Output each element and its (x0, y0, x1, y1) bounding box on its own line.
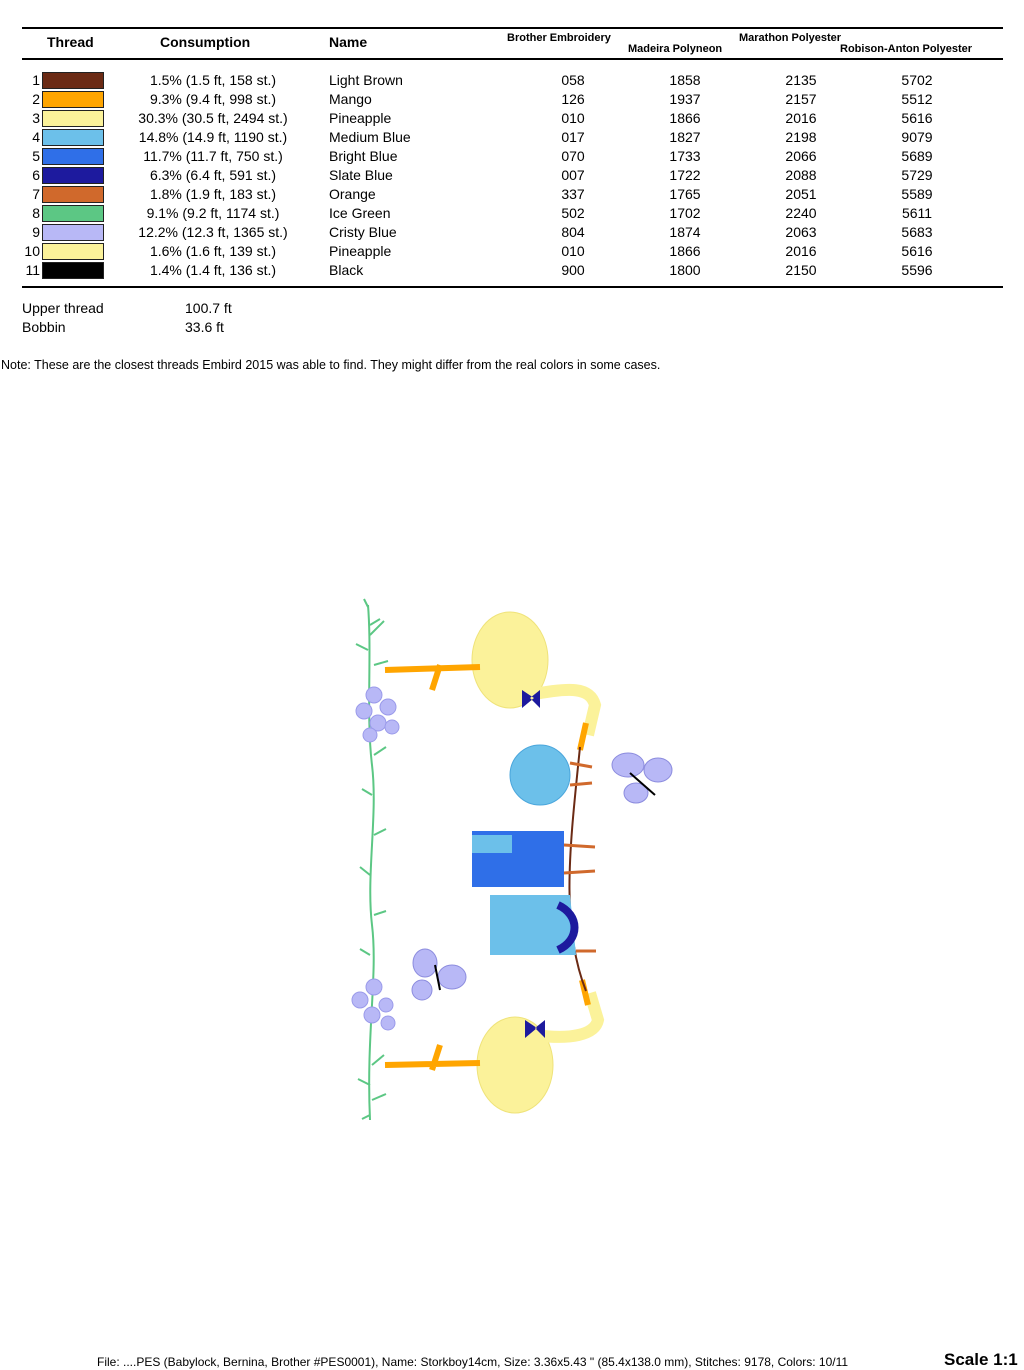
thread-number: 5 (32, 148, 40, 164)
robison-code: 5729 (901, 167, 933, 183)
robison-code: 5596 (901, 262, 933, 278)
robison-code: 5589 (901, 186, 933, 202)
color-swatch (42, 91, 104, 108)
color-swatch (42, 224, 104, 241)
thread-row (0, 71, 1024, 90)
thread-name: Pineapple (329, 243, 392, 259)
thread-number: 10 (24, 243, 40, 259)
madeira-code: 1866 (669, 110, 701, 126)
thread-row (0, 261, 1024, 280)
madeira-code: 1827 (669, 129, 701, 145)
madeira-code: 1800 (669, 262, 701, 278)
thread-table (0, 71, 1024, 280)
robison-code: 5702 (901, 72, 933, 88)
brother-code: 804 (561, 224, 585, 240)
thread-number: 8 (32, 205, 40, 221)
thread-row (0, 185, 1024, 204)
overalls (472, 831, 595, 887)
grass-border (356, 599, 388, 1120)
header-madeira: Madeira Polyneon (628, 43, 723, 55)
thread-name: Black (329, 262, 364, 278)
thread-consumption: 1.6% (1.6 ft, 139 st.) (149, 243, 277, 259)
bobbin-value: 33.6 ft (185, 319, 224, 335)
embroidery-design-preview (340, 595, 685, 1130)
thread-consumption: 1.8% (1.9 ft, 183 st.) (149, 186, 277, 202)
robison-code: 5616 (901, 110, 933, 126)
thread-row (0, 223, 1024, 242)
marathon-code: 2240 (785, 205, 817, 221)
thread-row (0, 90, 1024, 109)
thread-number: 3 (32, 110, 40, 126)
color-swatch (42, 243, 104, 260)
thread-consumption: 1.4% (1.4 ft, 136 st.) (149, 262, 277, 278)
thread-row (0, 204, 1024, 223)
robison-code: 5616 (901, 243, 933, 259)
butterfly-right (612, 753, 672, 803)
stork-top (385, 612, 595, 750)
marathon-code: 2016 (785, 243, 817, 259)
upper-thread-label: Upper thread (22, 300, 104, 316)
stork-bottom (385, 980, 598, 1113)
color-swatch (42, 205, 104, 222)
thread-number: 9 (32, 224, 40, 240)
shirt (490, 895, 596, 955)
header-brother: Brother Embroidery (507, 32, 611, 44)
brother-code: 070 (561, 148, 585, 164)
color-swatch (42, 186, 104, 203)
robison-code: 5689 (901, 148, 933, 164)
madeira-code: 1722 (669, 167, 701, 183)
robison-code: 5611 (901, 205, 933, 221)
brother-code: 900 (561, 262, 585, 278)
thread-consumption: 1.5% (1.5 ft, 158 st.) (149, 72, 277, 88)
header-name: Name (329, 34, 368, 50)
thread-consumption: 6.3% (6.4 ft, 591 st.) (149, 167, 277, 183)
madeira-code: 1702 (669, 205, 701, 221)
bobbin-label: Bobbin (22, 319, 66, 335)
brother-code: 007 (561, 167, 585, 183)
note-text: Note: These are the closest threads Embird 2015 was able to find. They might differ from the real colors in some cases. (1, 358, 661, 372)
thread-row (0, 166, 1024, 185)
marathon-code: 2051 (785, 186, 817, 202)
robison-code: 5512 (901, 91, 933, 107)
thread-consumption: 14.8% (14.9 ft, 1190 st.) (138, 129, 288, 145)
brother-code: 017 (561, 129, 585, 145)
madeira-code: 1866 (669, 243, 701, 259)
file-info-footer: File: ....PES (Babylock, Bernina, Brother #PES0001), Name: Storkboy14cm, Size: 3.36x5.43 " (85.4x138.0 mm), Stitches: 9178, Colors: 10/11 (97, 1355, 849, 1369)
thread-name: Mango (329, 91, 372, 107)
marathon-code: 2066 (785, 148, 817, 164)
scale-label: Scale 1:1 (944, 1350, 1018, 1369)
marathon-code: 2135 (785, 72, 817, 88)
madeira-code: 1733 (669, 148, 701, 164)
thread-consumption: 12.2% (12.3 ft, 1365 st.) (138, 224, 288, 240)
header-thread: Thread (47, 34, 94, 50)
madeira-code: 1874 (669, 224, 701, 240)
marathon-code: 2088 (785, 167, 817, 183)
thread-name: Cristy Blue (329, 224, 397, 240)
thread-row (0, 109, 1024, 128)
thread-name: Bright Blue (329, 148, 398, 164)
brother-code: 337 (561, 186, 585, 202)
brother-code: 058 (561, 72, 585, 88)
table-bottom-rule (22, 286, 1003, 288)
madeira-code: 1765 (669, 186, 701, 202)
table-header-rule (22, 58, 1003, 60)
thread-number: 6 (32, 167, 40, 183)
thread-number: 2 (32, 91, 40, 107)
thread-consumption: 9.1% (9.2 ft, 1174 st.) (146, 205, 280, 221)
thread-number: 1 (32, 72, 40, 88)
marathon-code: 2016 (785, 110, 817, 126)
marathon-code: 2157 (785, 91, 817, 107)
color-swatch (42, 262, 104, 279)
thread-row (0, 242, 1024, 261)
marathon-code: 2198 (785, 129, 817, 145)
color-swatch (42, 148, 104, 165)
flower-top (356, 687, 399, 742)
thread-number: 7 (32, 186, 40, 202)
thread-row (0, 128, 1024, 147)
thread-number: 4 (32, 129, 40, 145)
thread-number: 11 (25, 262, 40, 278)
thread-name: Light Brown (329, 72, 403, 88)
marathon-code: 2063 (785, 224, 817, 240)
madeira-code: 1858 (669, 72, 701, 88)
color-swatch (42, 72, 104, 89)
thread-name: Ice Green (329, 205, 391, 221)
thread-name: Slate Blue (329, 167, 393, 183)
robison-code: 9079 (901, 129, 933, 145)
color-swatch (42, 167, 104, 184)
header-consumption: Consumption (160, 34, 251, 50)
brother-code: 126 (561, 91, 585, 107)
color-swatch (42, 110, 104, 127)
thread-consumption: 11.7% (11.7 ft, 750 st.) (143, 148, 283, 164)
thread-name: Medium Blue (329, 129, 411, 145)
flower-bottom (352, 979, 395, 1030)
butterfly-left (412, 949, 466, 1000)
thread-name: Pineapple (329, 110, 392, 126)
thread-consumption: 30.3% (30.5 ft, 2494 st.) (138, 110, 288, 126)
upper-thread-value: 100.7 ft (185, 300, 232, 316)
thread-consumption: 9.3% (9.4 ft, 998 st.) (149, 91, 277, 107)
madeira-code: 1937 (669, 91, 701, 107)
thread-name: Orange (329, 186, 376, 202)
table-top-rule (22, 27, 1003, 29)
robison-code: 5683 (901, 224, 933, 240)
color-swatch (42, 129, 104, 146)
header-robison: Robison-Anton Polyester (840, 43, 973, 55)
thread-row (0, 147, 1024, 166)
header-marathon: Marathon Polyester (739, 32, 842, 44)
brother-code: 010 (561, 110, 585, 126)
brother-code: 010 (561, 243, 585, 259)
marathon-code: 2150 (785, 262, 817, 278)
brother-code: 502 (561, 205, 585, 221)
